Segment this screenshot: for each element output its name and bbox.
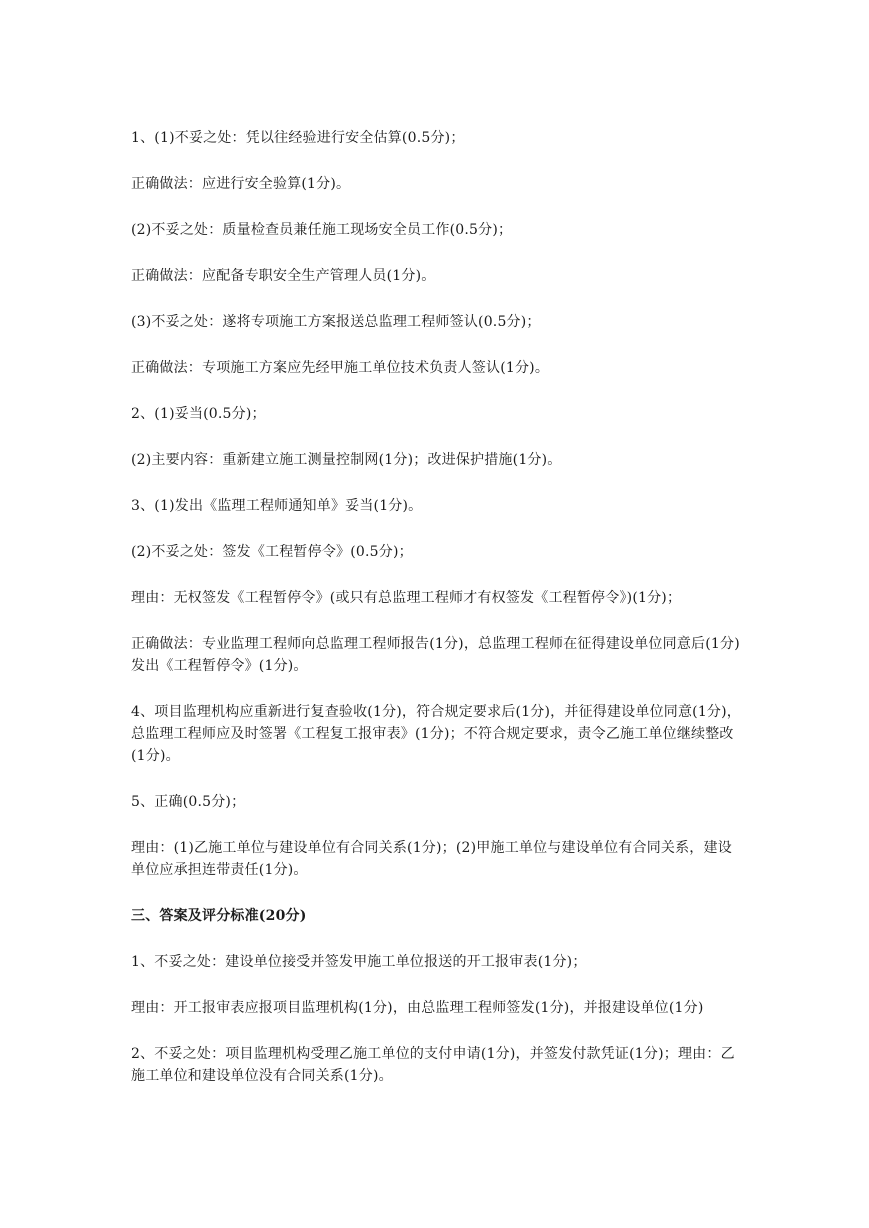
answer-2-1: 2、(1)妥当(0.5分)； bbox=[131, 406, 266, 422]
section-3-heading: 三、答案及评分标准(20分) bbox=[131, 908, 307, 924]
answer-1-1-issue: 1、(1)不妥之处：凭以往经验进行安全估算(0.5分)； bbox=[131, 130, 465, 146]
section-3-answer-1-issue: 1、不妥之处：建设单位接受并签发甲施工单位报送的开工报审表(1分)； bbox=[131, 954, 587, 970]
answer-3-2-issue: (2)不妥之处：签发《工程暂停令》(0.5分)； bbox=[131, 544, 413, 560]
document-body bbox=[131, 127, 741, 1111]
answer-5: 5、正确(0.5分)； bbox=[131, 794, 246, 810]
answer-3-2-correction: 正确做法：专业监理工程师向总监理工程师报告(1分)，总监理工程师在征得建设单位同意后(1分)发出《工程暂停令》(1分)。 bbox=[131, 636, 740, 674]
answer-1-3-issue: (3)不妥之处：遂将专项施工方案报送总监理工程师签认(0.5分)； bbox=[131, 314, 541, 330]
answer-3-2-reason: 理由：无权签发《工程暂停令》(或只有总监理工程师才有权签发《工程暂停令》)(1分)； bbox=[131, 590, 682, 606]
answer-4: 4、项目监理机构应重新进行复查验收(1分)，符合规定要求后(1分)，并征得建设单位同意(1分)，总监理工程师应及时签署《工程复工报审表》(1分)；不符合规定要求，责令乙施工单位继续整改(1分)。 bbox=[131, 704, 741, 764]
answer-2-2: (2)主要内容：重新建立施工测量控制网(1分)；改进保护措施(1分)。 bbox=[131, 452, 562, 468]
answer-3-1: 3、(1)发出《监理工程师通知单》妥当(1分)。 bbox=[131, 498, 423, 514]
answer-1-3-correction: 正确做法：专项施工方案应先经甲施工单位技术负责人签认(1分)。 bbox=[131, 360, 550, 376]
section-3-answer-2: 2、不妥之处：项目监理机构受理乙施工单位的支付申请(1分)，并签发付款凭证(1分)；理由：乙施工单位和建设单位没有合同关系(1分)。 bbox=[131, 1046, 735, 1084]
answer-1-2-correction: 正确做法：应配备专职安全生产管理人员(1分)。 bbox=[131, 268, 436, 284]
answer-5-reason: 理由：(1)乙施工单位与建设单位有合同关系(1分)；(2)甲施工单位与建设单位有合同关系，建设单位应承担连带责任(1分)。 bbox=[131, 840, 732, 878]
answer-1-1-correction: 正确做法：应进行安全验算(1分)。 bbox=[131, 176, 351, 192]
answer-1-2-issue: (2)不妥之处：质量检查员兼任施工现场安全员工作(0.5分)； bbox=[131, 222, 513, 238]
section-3-answer-1-reason: 理由：开工报审表应报项目监理机构(1分)，由总监理工程师签发(1分)，并报建设单位(1分) bbox=[131, 1000, 704, 1016]
